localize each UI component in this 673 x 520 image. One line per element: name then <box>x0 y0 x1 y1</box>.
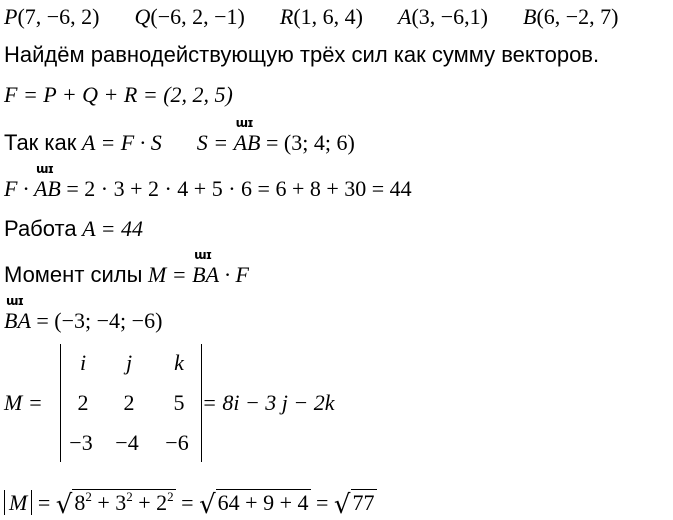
det-cell-2-2: −6 <box>165 430 189 455</box>
work-result-line <box>4 216 143 242</box>
moment-line <box>4 248 249 288</box>
work-formula-s-left: S = <box>196 130 229 155</box>
work-formula-s-right: = (3; 4; 6) <box>265 130 355 155</box>
magnitude-eq2: = <box>181 490 194 515</box>
dot-product-line <box>4 162 412 202</box>
work-formula-a: A = F · S <box>81 130 162 155</box>
radicand-1: $8^2 + 3^2 + 2^2$ <box>74 489 174 515</box>
vector-ab-dot-label: AB <box>33 176 61 201</box>
point-b-name: B <box>523 4 537 29</box>
determinant-matrix <box>60 344 202 462</box>
sqrt-icon: √ <box>55 490 73 520</box>
magnitude-eq1: = <box>37 490 51 515</box>
vector-ba <box>4 294 31 334</box>
vector-ba-moment <box>192 248 220 288</box>
work-result-label: Работа <box>4 216 77 241</box>
determinant-lhs: M = <box>4 390 43 415</box>
point-b-coords: (6, −2, 7) <box>536 4 619 29</box>
point-p-name: P <box>4 4 18 29</box>
sqrt-1 <box>56 484 176 518</box>
det-cell-2-1: −4 <box>115 430 139 455</box>
sqrt-icon: √ <box>333 490 351 520</box>
magnitude-eq3: = <box>316 490 329 515</box>
vector-ab <box>233 116 261 156</box>
point-q-name: Q <box>134 4 151 29</box>
vector-ba-line <box>4 294 163 334</box>
determinant-result: = 8i − 3 j − 2k <box>202 390 335 415</box>
vector-arrow-icon: ɯɪ <box>194 248 212 262</box>
radicand-2: 64 + 9 + 4 <box>217 490 309 515</box>
sqrt-2 <box>199 490 310 518</box>
vector-arrow-icon: ɯɪ <box>35 162 54 176</box>
point-q-coords: (−6, 2, −1) <box>150 4 245 29</box>
vector-ba-label: BA <box>4 308 31 333</box>
point-a-coords: (3, −6,1) <box>411 4 488 29</box>
moment-right: · F <box>224 262 249 287</box>
point-a-name: A <box>397 4 412 29</box>
det-cell-0-1: j <box>125 350 133 375</box>
intro-text: Найдём равнодействующую трёх сил как сумму векторов. <box>4 42 600 67</box>
vector-ab-label: AB <box>233 130 261 155</box>
det-cell-1-2: 5 <box>173 390 185 415</box>
force-sum: F = P + Q + R = (2, 2, 5) <box>4 82 233 107</box>
moment-label: Момент силы <box>4 262 143 287</box>
sqrt-icon: √ <box>199 490 216 520</box>
radicand-3: 77 <box>352 490 375 515</box>
vector-arrow-icon: ɯɪ <box>235 116 253 130</box>
point-p-coords: (7, −6, 2) <box>17 4 100 29</box>
work-result-formula: A = 44 <box>82 216 143 241</box>
det-cell-1-0: 2 <box>77 390 89 415</box>
dot-right: = 2 · 3 + 2 · 4 + 5 · 6 = 6 + 8 + 30 = 44 <box>66 176 412 201</box>
moment-left: M = <box>147 262 187 287</box>
det-cell-2-0: −3 <box>69 430 93 455</box>
point-r-coords: (1, 6, 4) <box>293 4 363 29</box>
points-line <box>4 4 619 30</box>
magnitude-line <box>4 484 377 518</box>
det-cell-0-2: k <box>174 350 184 375</box>
magnitude-lhs: M <box>4 490 32 515</box>
dot-left: F · <box>4 176 29 201</box>
det-cell-0-0: i <box>79 350 87 375</box>
work-formula-line <box>4 116 355 156</box>
sqrt-3 <box>334 490 377 518</box>
vector-ba-moment-label: BA <box>192 262 220 287</box>
vector-ba-value: = (−3; −4; −6) <box>36 308 163 333</box>
vector-arrow-icon: ɯɪ <box>6 294 24 308</box>
point-r-name: R <box>279 4 294 29</box>
det-cell-1-1: 2 <box>123 390 135 415</box>
vector-ab-dot <box>33 162 61 202</box>
work-prefix: Так как <box>4 130 77 155</box>
